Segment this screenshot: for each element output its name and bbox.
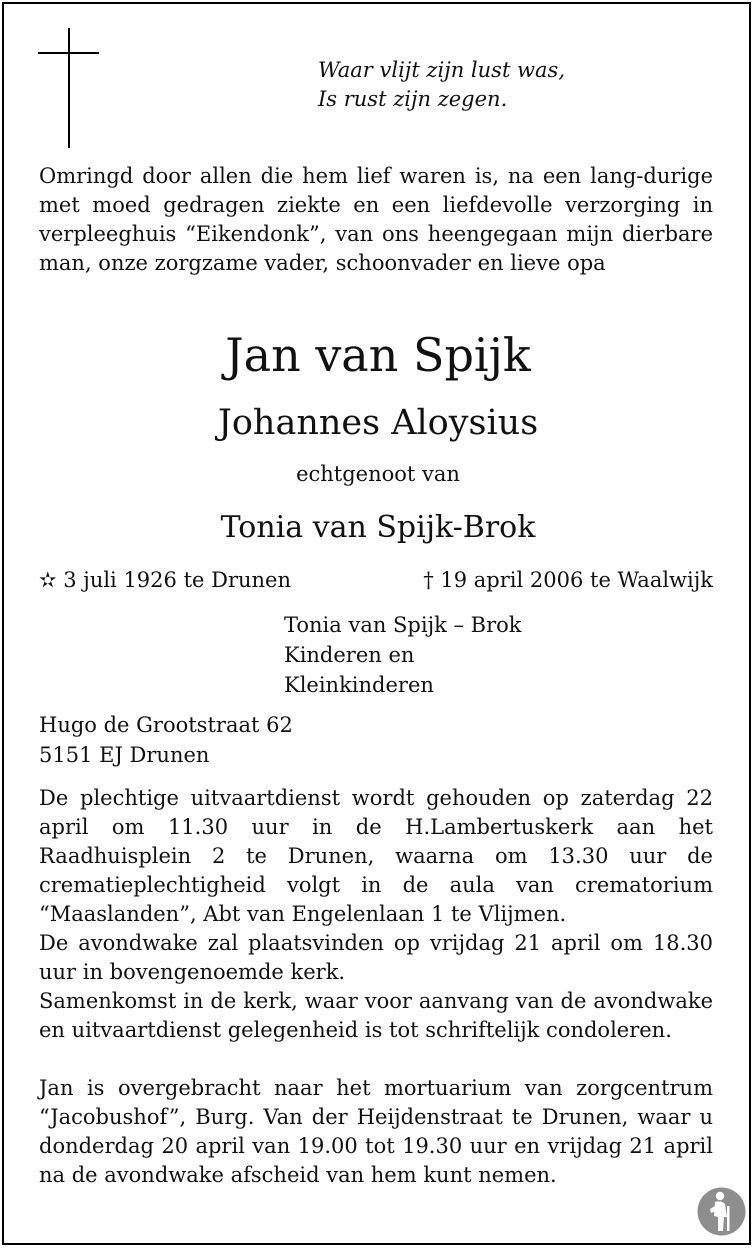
publisher-logo-icon (697, 1187, 746, 1236)
motto-line-1: Waar vlijt zijn lust was, (318, 58, 566, 82)
mortuary-details: Jan is overgebracht naar het mortuarium van zorgcentrum “Jacobushof”, Burg. Van der Heijdenstraat te Drunen, waar u donderdag 20 april van 19.00 tot 19.30 uur en vrijdag 21 april na de avondwake afscheid van hem kunt nemen. (39, 1076, 713, 1187)
death-date: † 19 april 2006 te Waalwijk (423, 568, 713, 592)
service-details: De plechtige uitvaartdienst wordt gehouden op zaterdag 22 april om 11.30 uur in de H.Lambertuskerk aan het Raadhuisplein 2 te Drunen, waarna om 13.30 uur de crematieplechtigheid volgt in de aula van crematorium “Maaslanden”, Abt van Engelenlaan 1 te Vlijmen. (39, 786, 713, 926)
vigil-details: De avondwake zal plaatsvinden op vrijdag 21 april om 18.30 uur in bovengenoemde kerk. (39, 931, 713, 984)
condolence-details: Samenkomst in de kerk, waar voor aanvang van de avondwake en uitvaartdienst gelegenheid is tot schriftelijk condoleren. (39, 989, 713, 1042)
address-street: Hugo de Grootstraat 62 (39, 713, 293, 737)
intro-text: Omringd door allen die hem lief waren is, na een lang-durige met moed gedragen ziekte en een liefdevolle verzorging in verpleeghuis “Eikendonk”, van ons heengegaan mijn dierbare man, onze zorgzame vader, schoonvader en lieve opa (39, 164, 713, 275)
birth-date: ✫ 3 juli 1926 te Drunen (39, 568, 291, 592)
cross-icon (68, 28, 70, 148)
motto (318, 56, 565, 114)
family-signature (284, 610, 522, 700)
deceased-full-name: Johannes Aloysius (217, 403, 539, 443)
cross-icon-bar (38, 52, 99, 54)
address (39, 710, 293, 770)
address-city: 5151 EJ Drunen (39, 743, 210, 767)
deceased-name: Jan van Spijk (225, 328, 531, 382)
family-line-1: Tonia van Spijk – Brok (284, 613, 522, 637)
family-line-3: Kleinkinderen (284, 673, 434, 697)
spouse-name: Tonia van Spijk-Brok (220, 510, 536, 545)
relation-label: echtgenoot van (296, 462, 460, 486)
family-line-2: Kinderen en (284, 643, 415, 667)
motto-line-2: Is rust zijn zegen. (318, 87, 508, 111)
